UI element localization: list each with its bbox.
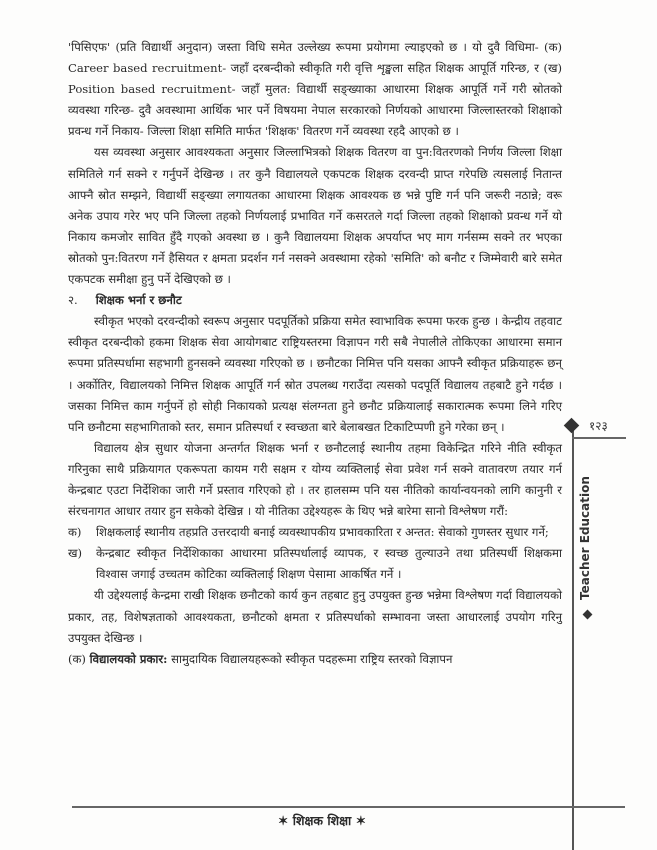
subsection-text: सामुदायिक विद्यालयहरूको स्वीकृत पदहरूमा राष्ट्रिय स्तरको विज्ञापन — [167, 651, 453, 666]
paragraph-school-type — [68, 649, 562, 670]
text-column — [68, 37, 562, 670]
paragraph-recruitment: स्वीकृत भएको दरवन्दीको स्वरूप अनुसार पदपूर्तिको प्रक्रिया समेत स्वाभाविक रूपमा फरक हुन्छ । केन्द्रीय तहवाट स्वीकृत दरबन्दीको हकमा शिक्षक सेवा आयोगबाट राष्ट्रियस्तरमा विज्ञापन गरी सबै नेपालीले तोकिएका आधारमा समान रूपमा प्रतिस्पर्धामा सहभागी हुनसक्ने व्यवस्था गरिएको छ । छनौटका निमित्त पनि यसका आफ्नै स्वीकृत प्रक्रियाहरू छन् । अर्कोतिर, विद्यालयको निमित्त शिक्षक आपूर्ति गर्न स्रोत उपलब्ध गराउँदा त्यसको पदपूर्ति विद्यालय तहबाटै हुने गर्दछ । जसका निमित्त काम गर्नुपर्ने हो सोही निकायको प्रत्यक्ष संलग्नता हुने छनौट प्रक्रियालाई सकारात्मक रूपमा लिने गरिए पनि छनौटमा सहभागिताको स्तर, समान प्रतिस्पर्धा र स्वच्छता बारे बेलाबखत टिकाटिप्पणी हुने गरेका छन् । — [68, 314, 562, 434]
section-heading — [68, 290, 562, 311]
list-marker: क) — [68, 525, 82, 540]
section-title: शिक्षक भर्ना र छनौट — [95, 293, 182, 308]
running-side-title: Teacher Education — [578, 476, 592, 600]
margin-vertical-rule — [572, 426, 574, 850]
diamond-bullet-icon — [583, 610, 593, 620]
list-item — [68, 543, 562, 585]
section-number: २. — [68, 293, 78, 308]
list-text: केन्द्रबाट स्वीकृत निर्देशिकाका आधारमा प्रतिस्पर्धालाई व्यापक, र स्वच्छ तुल्याउने तथा प्रतिस्पर्धी शिक्षकमा विश्वास जगाई उच्चतम कोटिका व्यक्तिलाई शिक्षण पेसामा आकर्षित गर्ने । — [96, 546, 562, 582]
paragraph-district-committee: यस व्यवस्था अनुसार आवश्यकता अनुसार जिल्लाभित्रको शिक्षक वितरण वा पुन:वितरणको निर्णय जिल्ला शिक्षा समितिले गर्न सक्ने र गर्नुपर्ने देखिन्छ । तर कुनै विद्यालयले एकपटक शिक्षक दरवन्दी प्राप्त गरेपछि त्यसलाई नितान्त आफ्नै स्रोत सम्झने, विद्यार्थी सङ्ख्या लगायतका आधारमा शिक्षक आवश्यक छ भन्ने पुष्टि गर्न पनि जरूरी नठान्ने; वरू अनेक उपाय गरेर भए पनि जिल्ला तहको निर्णयलाई प्रभावित गर्ने कसरतले गर्दा जिल्ला तहको शिक्षाको प्रवन्ध गर्ने यो निकाय कमजोर सावित हुँदै गएको अवस्था छ । कुनै विद्यालयमा शिक्षक अपर्याप्त भए माग गर्नसम्म सक्ने तर भएका स्रोतको पुन:वितरण गर्ने हैसियत र क्षमता प्रदर्शन गर्न नसक्ने अवस्थामा रहेको 'समिति' को बनौट र जिम्मेवारी बारे समेत एकपटक समीक्षा हुनु पर्ने देखिएको छ । — [68, 145, 562, 287]
paragraph-pcf: 'पिसिएफ' (प्रति विद्यार्थी अनुदान) जस्ता विधि समेत उल्लेख्य रूपमा प्रयोगमा ल्याइएको छ । यो दुवै विधिमा- (क) Career based recruitment- जहाँ दरबन्दीको स्वीकृति गरी वृत्ति शृङ्खला सहित शिक्षक आपूर्ति गरिन्छ, र (ख) Position based recruitment- जहाँ मुलत: विद्यार्थी सङ्ख्याका आधारमा शिक्षक आपूर्ति गर्ने गरी स्रोतको व्यवस्था गरिन्छ- दुवै अवस्थामा आर्थिक भार पर्ने विषयमा नेपाल सरकारको निर्णयको आधारमा जिल्लास्तरको शिक्षाको प्रवन्ध गर्ने निकाय- जिल्ला शिक्षा समिति मार्फत 'शिक्षक' वितरण गर्ने व्यवस्था रहदै आएको छ । — [68, 40, 562, 139]
list-item — [68, 522, 562, 543]
footer-title: ✶ शिक्षक शिक्षा ✶ — [277, 813, 367, 828]
page-number: १२३ — [589, 419, 608, 433]
diamond-bullet-icon — [564, 418, 580, 434]
footer-rule — [72, 806, 625, 808]
subsection-marker: (क) — [68, 651, 86, 666]
paragraph-analysis: यी उद्देश्यलाई केन्द्रमा राखी शिक्षक छनौटको कार्य कुन तहबाट हुनु उपयुक्त हुन्छ भन्नेमा विश्लेषण गर्दा विद्यालयको प्रकार, तह, विशेषज्ञताको आवश्यकता, छनौटको क्षमता र प्रतिस्पर्धाको सम्भावना जस्ता आधारलाई उपयोग गरिनु उपयुक्त देखिन्छ । — [68, 588, 562, 645]
paragraph-ssrp-policy: विद्यालय क्षेत्र सुधार योजना अन्तर्गत शिक्षक भर्ना र छनौटलाई स्थानीय तहमा विकेन्द्रित गरिने नीति स्वीकृत गरिनुका साथै प्रक्रियागत एकरूपता कायम गरी सक्षम र योग्य व्यक्तिलाई सेवा प्रवेश गर्न सक्ने वातावरण तयार गर्न केन्द्रबाट एउटा निर्देशिका जारी गर्ने प्रस्ताव गरिएको हो । तर हालसम्म पनि यस नीतिको कार्यान्वयनको लागि कानुनी र संरचनागत आधार तयार हुन सकेको देखिन्न । यो नीतिका उद्देश्यहरू के थिए भन्ने बारेमा सानो विश्लेषण गरौं: — [68, 440, 562, 519]
page-number-rule — [572, 437, 626, 439]
subsection-title: विद्यालयको प्रकार: — [89, 651, 168, 666]
list-text: शिक्षकलाई स्थानीय तहप्रति उत्तरदायी बनाई व्यवस्थापकीय प्रभावकारिता र अन्तत: सेवाको गुणस्तर सुधार गर्ने; — [96, 525, 549, 540]
list-marker: ख) — [68, 546, 83, 561]
